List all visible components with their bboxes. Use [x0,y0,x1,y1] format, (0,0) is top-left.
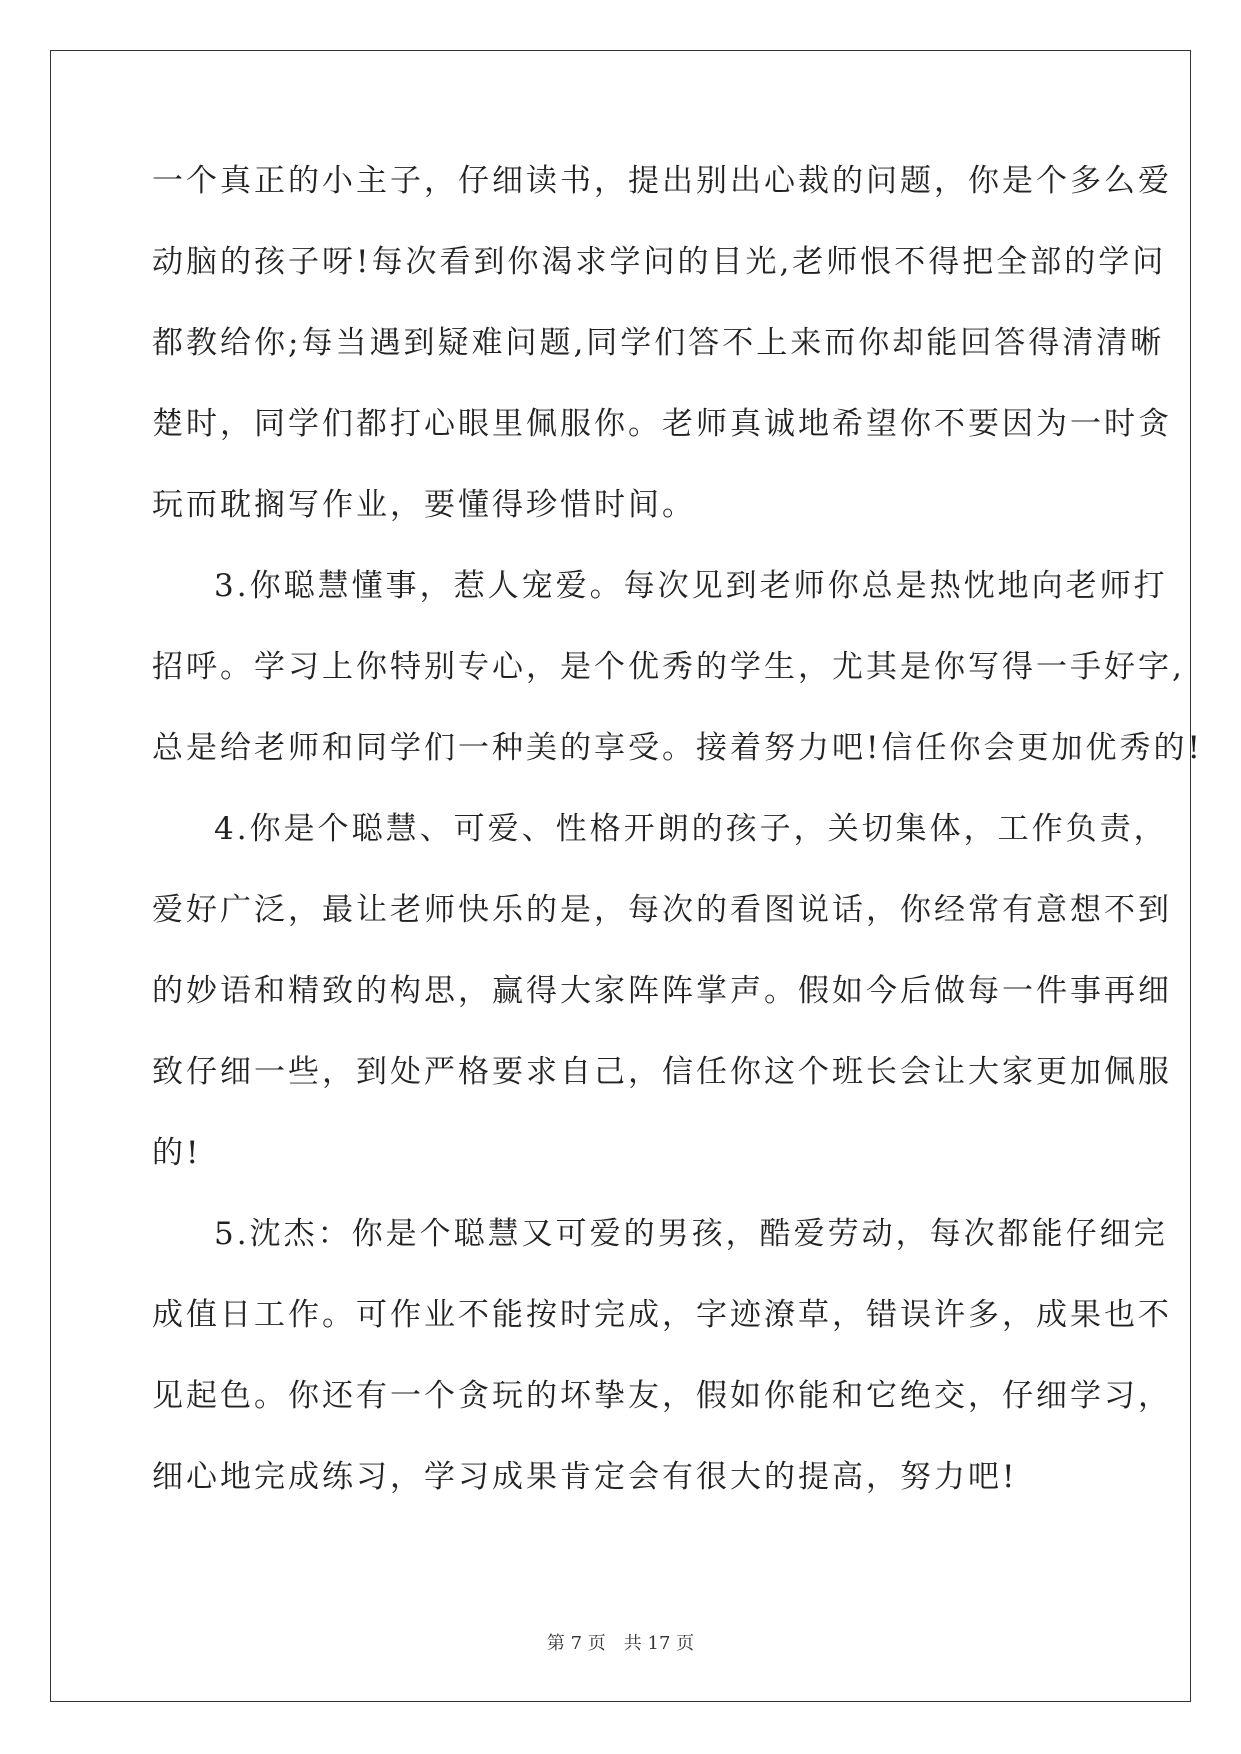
text-line: 总是给老师和同学们一种美的享受。接着努力吧!信任你会更加优秀的! [152,730,1203,766]
text-line: 的! [152,1135,202,1171]
text-line: 爱好广泛，最让老师快乐的是，每次的看图说话，你经常有意想不到 [152,892,1172,928]
text-line: 的妙语和精致的构思，赢得大家阵阵掌声。假如今后做每一件事再细 [152,973,1172,1009]
text-line: 楚时，同学们都打心眼里佩服你。老师真诚地希望你不要因为一时贪 [152,406,1172,442]
text-line: 都教给你;每当遇到疑难问题,同学们答不上来而你却能回答得清清晰 [152,325,1165,361]
paragraph-5-start: 5.沈杰：你是个聪慧又可爱的男孩，酷爱劳动，每次都能仔细完 [214,1216,1168,1252]
paragraph-3-start: 3.你聪慧懂事，惹人宠爱。每次见到老师你总是热忱地向老师打 [214,568,1168,604]
page-number: 第 7 页 共 17 页 [546,1633,695,1654]
text-line: 细心地完成练习，学习成果肯定会有很大的提高，努力吧! [152,1459,1018,1495]
text-line: 成值日工作。可作业不能按时完成，字迹潦草，错误许多，成果也不 [152,1297,1172,1333]
text-line: 一个真正的小主子，仔细读书，提出别出心裁的问题，你是个多么爱 [152,163,1172,199]
document-body [152,160,1203,1537]
text-line: 致仔细一些，到处严格要求自己，信任你这个班长会让大家更加佩服 [152,1054,1172,1090]
text-line: 见起色。你还有一个贪玩的坏挚友，假如你能和它绝交，仔细学习， [152,1378,1172,1414]
text-line: 玩而耽搁写作业，要懂得珍惜时间。 [152,487,696,523]
paragraph-4-start: 4.你是个聪慧、可爱、性格开朗的孩子，关切集体，工作负责， [214,811,1168,847]
text-line: 招呼。学习上你特别专心，是个优秀的学生，尤其是你写得一手好字, [152,649,1185,685]
text-line: 动脑的孩子呀!每次看到你渴求学问的目光,老师恨不得把全部的学问 [152,244,1167,280]
